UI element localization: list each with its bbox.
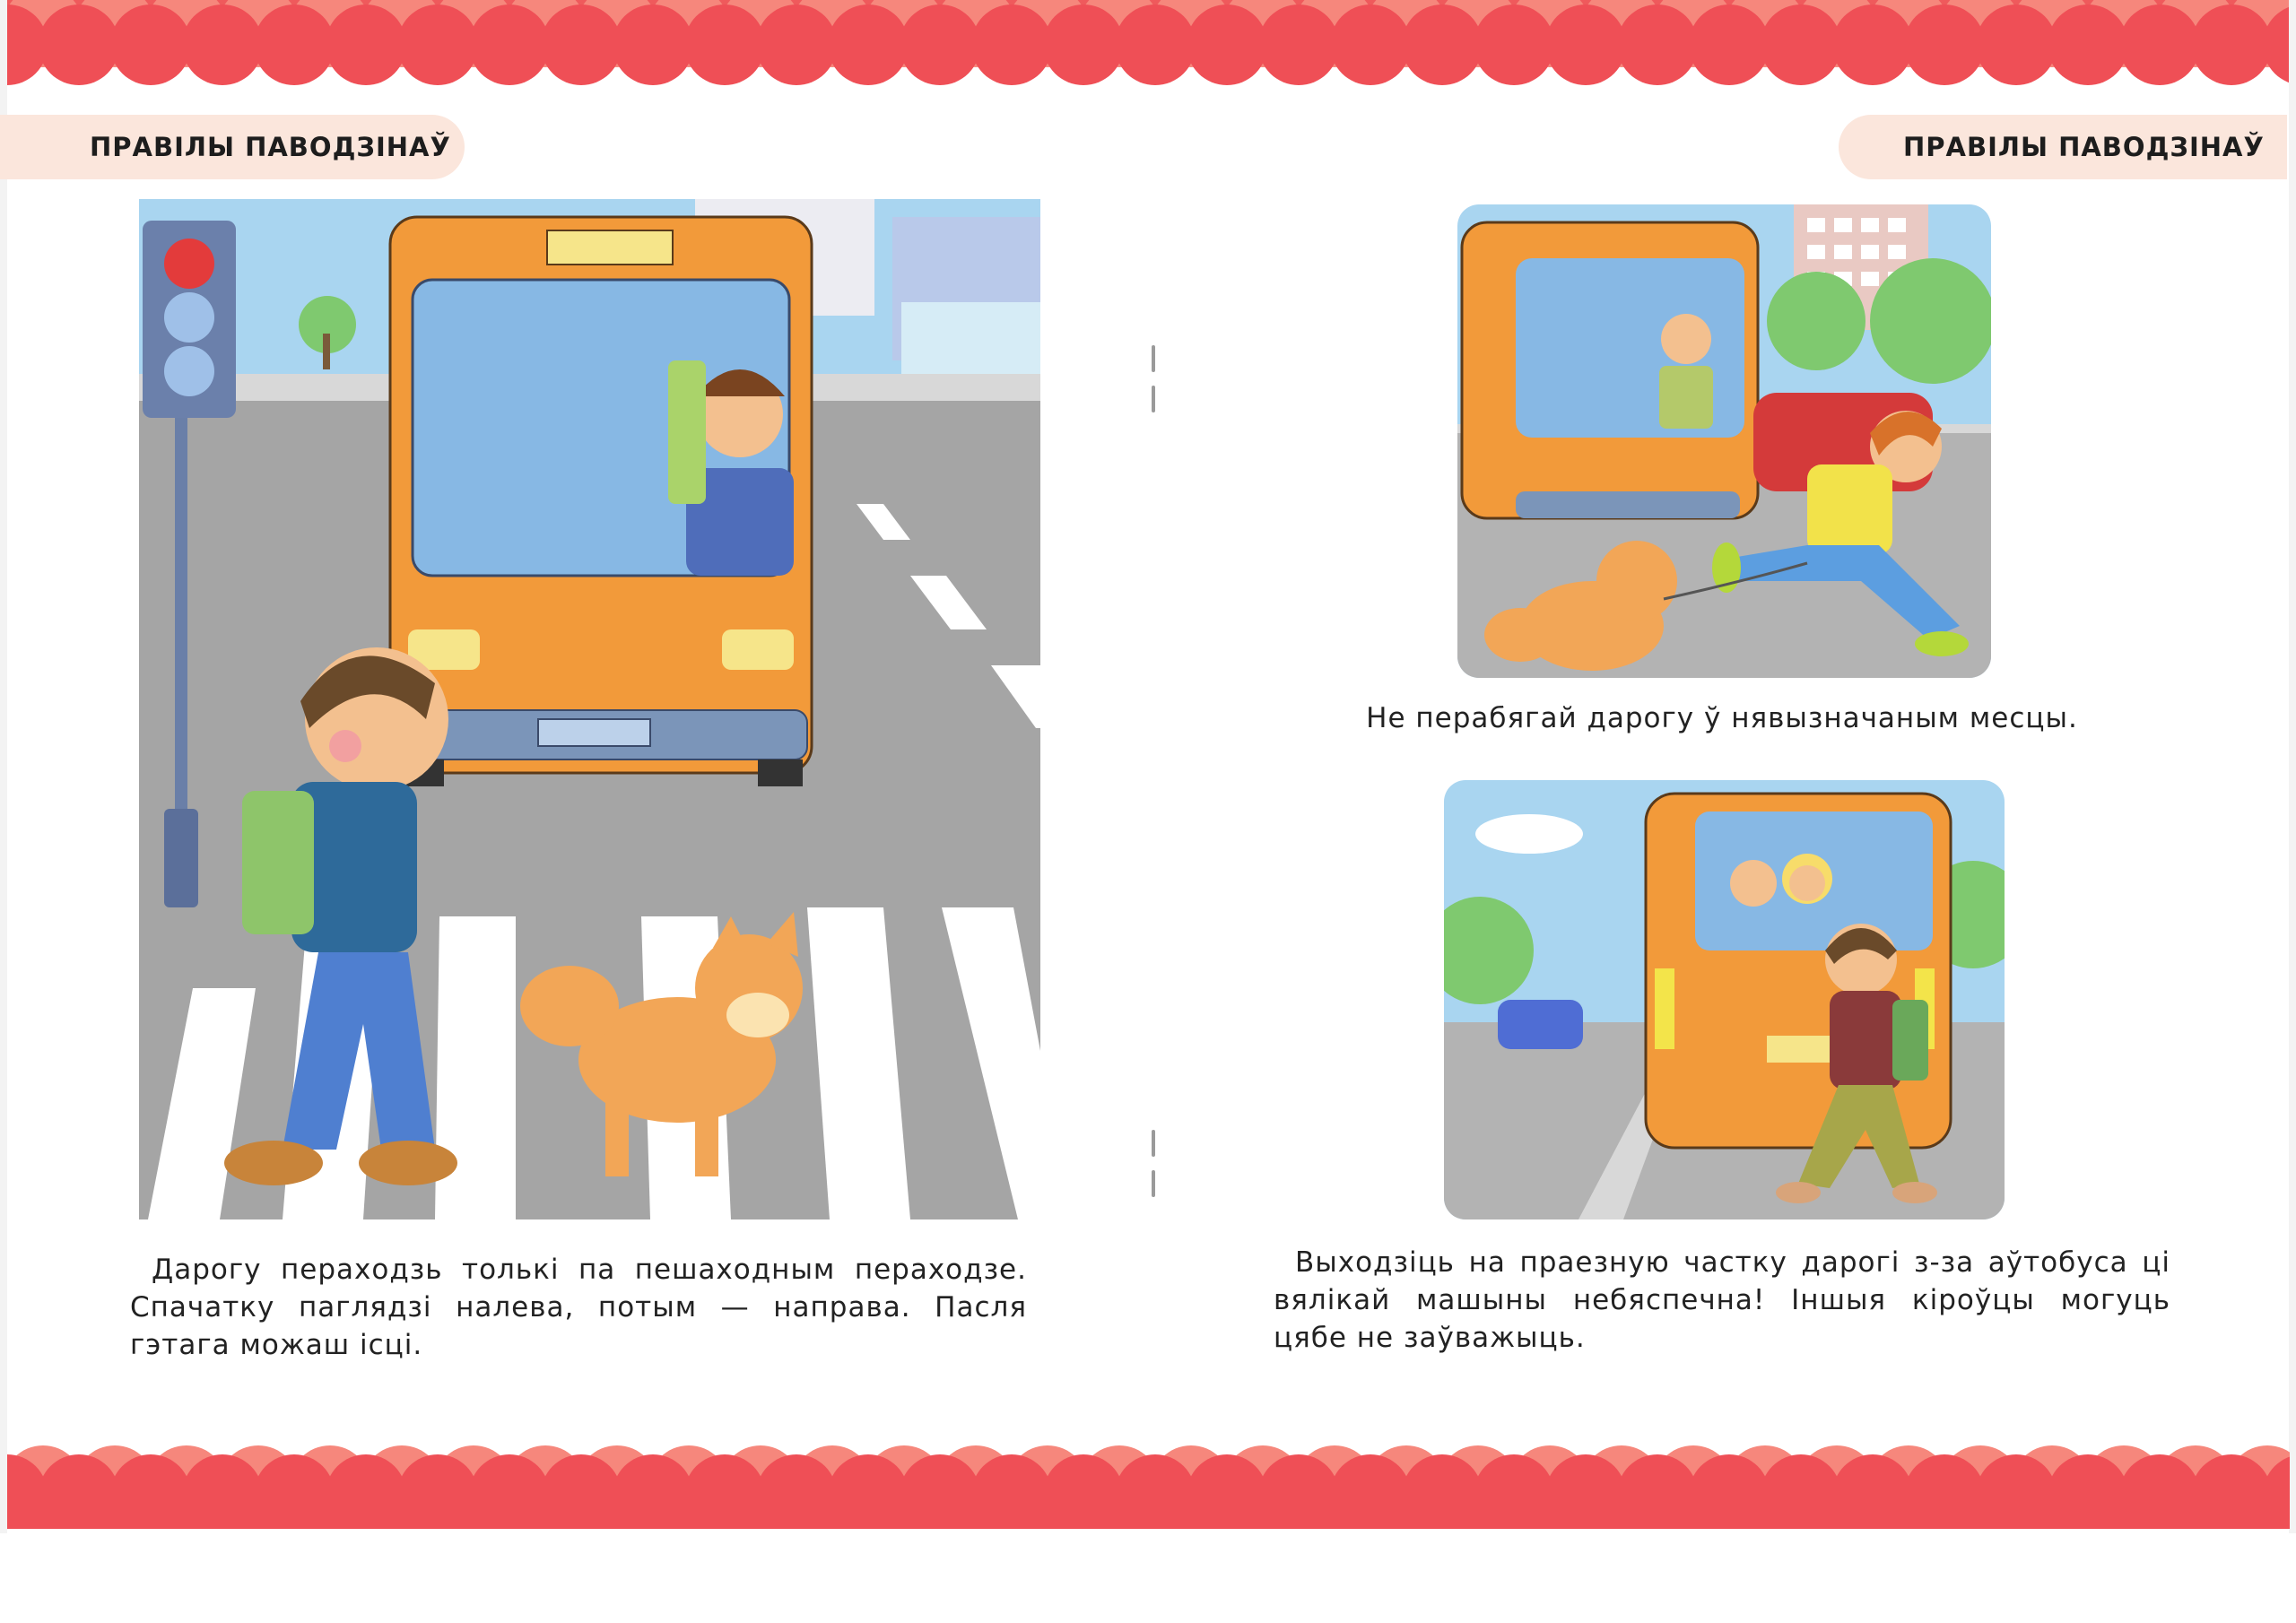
running-boy-illustration <box>1457 204 1991 678</box>
left-caption <box>130 1251 1027 1364</box>
right-bottom-caption <box>1274 1244 2170 1357</box>
page-edge-left <box>0 0 7 1533</box>
binding-mark-2 <box>1152 386 1155 412</box>
binding-mark-1 <box>1152 345 1155 372</box>
binding-mark-4 <box>1152 1170 1155 1197</box>
bus-exit-illustration <box>1444 780 2005 1219</box>
right-top-caption: Не перабягай дарогу ў нявызначаным месцы. <box>1366 702 2078 734</box>
crossing-illustration <box>139 199 1040 1219</box>
scallop-border-bottom <box>7 1439 2290 1529</box>
scallop-border-top <box>7 0 2290 112</box>
left-page-header: ПРАВІЛЫ ПАВОДЗІНАЎ <box>0 115 465 179</box>
page-edge-right <box>2289 0 2296 1533</box>
left-caption-text: Дарогу пераходзь толькі па пешаходным пераходзе. Спачатку паглядзі налева, потым — направа. Пасля гэтага можаш ісці. <box>130 1254 1027 1361</box>
right-page-header: ПРАВІЛЫ ПАВОДЗІНАЎ <box>1839 115 2287 179</box>
binding-mark-3 <box>1152 1130 1155 1157</box>
right-bottom-caption-text: Выходзіць на праезную частку дарогі з-за аўтобуса ці вялікай машыны небяспечна! Іншыя кіроўцы могуць цябе не заўважыць. <box>1274 1246 2170 1354</box>
